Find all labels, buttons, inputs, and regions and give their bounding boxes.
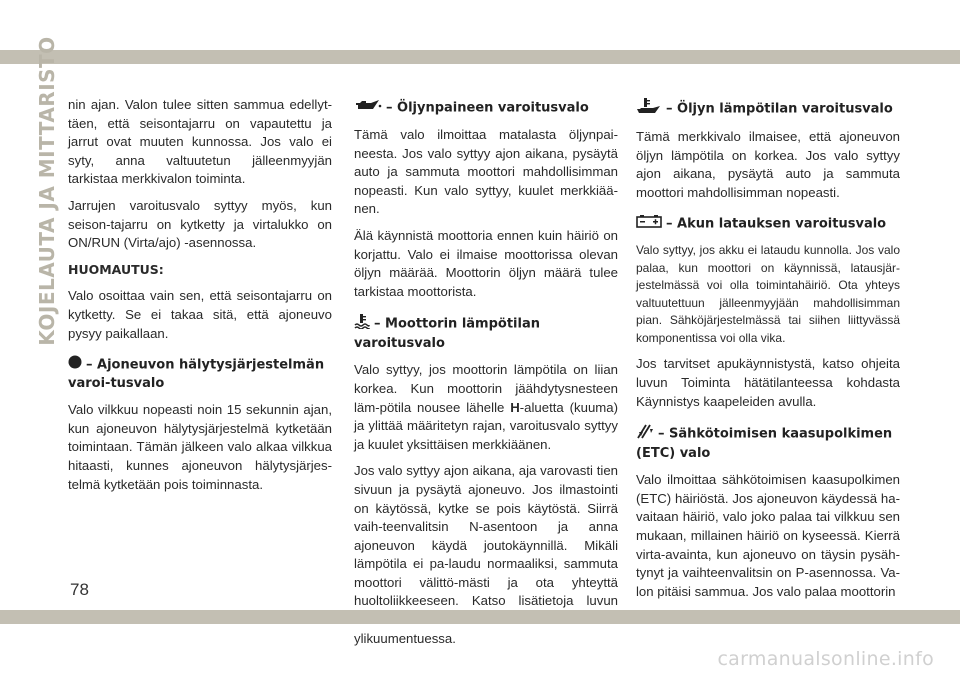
column-3 (636, 96, 900, 609)
oil-can-icon (354, 98, 382, 118)
paragraph (354, 361, 618, 454)
security-alarm-icon (68, 355, 82, 375)
section-heading-oil-temperature (636, 98, 900, 120)
watermark: carmanualsonline.info (717, 648, 934, 670)
paragraph: Jos valo syttyy ajon aikana, aja varovasti tien sivuun ja pysäytä ajoneuvo. Jos ilmastointi on käytössä, kytke se pois käytöstä. Siirrä vaih-teenvalitsin N-asentoon ja anna ajoneuvon käydä joutokäynnillä. Mikäli lämpötila ei pa-laudu normaaliksi, sammuta moottori välittö-mästi ja ota yhteyttä huoltoliikkeeseen. Katso lisätietoja luvun ylikuumentuessa. (354, 463, 618, 646)
heading-text: – Moottorin lämpötilan varoitusvalo (354, 316, 540, 352)
note-text: Valo osoittaa vain sen, että seisontajarru on kytketty. Se ei takaa sitä, että ajoneuvo pysyy paikallaan. (68, 288, 332, 341)
section-heading-engine-temperature (354, 313, 618, 353)
section-heading-oil-pressure (354, 98, 618, 118)
text-part: Valo syttyy, jos moottorin lämpötila on liian korkea. Kun moottorin jäähdytysnesteen läm-pötila nousee lähelle (354, 362, 618, 415)
paragraph: Tämä merkkivalo ilmaisee, että ajoneuvon öljyn lämpötila on korkea. Jos valo syttyy ajon aikana, pysäytä auto ja sammuta moottori mahdollisimman nopeasti. (636, 129, 900, 200)
text-part-bold: H (510, 399, 520, 415)
oil-temperature-icon (636, 98, 662, 120)
chapter-title: KOJELAUTA JA MITTARISTO (35, 36, 59, 346)
header-band (0, 50, 960, 64)
paragraph: Valo vilkkuu nopeasti noin 15 sekunnin ajan, kun ajoneuvon hälytysjärjestelmä kytketään toimintaan. Tämän jälkeen valo alkaa vilkkua hitaasti, kunnes ajoneuvon hälytysjärjes-telmä kytketään pois toiminnasta. (68, 402, 332, 492)
heading-text: – Ajoneuvon hälytysjärjestelmän varoi-tusvalo (68, 357, 325, 392)
paragraph: Jarrujen varoitusvalo syttyy myös, kun seison-tajarru on kytketty ja virtalukko on ON/RUN (Virta/ajo) -asennossa. (68, 197, 332, 251)
section-heading-etc (636, 423, 900, 463)
paragraph: Valo ilmoittaa sähkötoimisen kaasupolkimen (ETC) häiriöstä. Jos ajoneuvon käydessä ha-vaitaan häiriö, valo joko palaa tai vilkkuu sen mukaan, millainen häiriö on kyseessä. Kierrä virta-avainta, kun ajoneuvo on täysin pysäh-tynyt ja vaihteenvalitsin on P-asennossa. Va-lon pitäisi sammua. Jos valo palaa moottorin (636, 472, 900, 599)
chapter-side-tab (35, 36, 59, 346)
section-heading-battery-charge (636, 214, 900, 234)
section-heading-security-alarm (68, 355, 332, 393)
heading-text: – Akun latauksen varoitusvalo (666, 216, 887, 232)
paragraph: Tämä valo ilmoittaa matalasta öljynpai-neesta. Jos valo syttyy ajon aikana, pysäytä auto ja sammuta moottori mahdollisimman nopeasti. Kun valo syttyy, kuulet merkkiää-nen. (354, 127, 618, 217)
battery-icon (636, 214, 662, 234)
paragraph: Jos tarvitset apukäynnistystä, katso ohjeita luvun Toiminta hätätilanteessa kohdasta Käynnistys kaapeleiden avulla. (636, 356, 900, 409)
heading-text: – Sähkötoimisen kaasupolkimen (ETC) valo (636, 426, 893, 462)
throttle-control-icon (636, 423, 654, 445)
heading-text: – Öljynpaineen varoitusvalo (386, 100, 589, 116)
footer-band (0, 610, 960, 624)
heading-text: – Öljyn lämpötilan varoitusvalo (666, 101, 893, 117)
paragraph: Älä käynnistä moottoria ennen kuin häiriö on korjattu. Valo ei ilmaise moottorissa olevan öljyn määrää. Moottorin öljyn määrä tulee tarkistaa moottorista. (354, 227, 618, 299)
header-bar (0, 0, 960, 64)
note-heading: HUOMAUTUS: (68, 261, 164, 277)
coolant-temperature-icon (354, 313, 370, 335)
column-2 (354, 96, 618, 656)
page-number: 78 (70, 580, 89, 599)
paragraph: Valo syttyy, jos akku ei lataudu kunnolla. Jos valo palaa, kun moottori on käynnissä, latausjär-jestelmässä voi olla toimintahäiriö. Ota yhteys valtuutettuun jälleenmyyjään mahdollisimman pian. Sähköjärjestelmässä tai siihen liittyvässä komponentissa voi olla vika. (636, 243, 900, 345)
column-1 (68, 96, 332, 502)
paragraph: nin ajan. Valon tulee sitten sammua edellyt-täen, että seisontajarru on vapautettu ja jarrut ovat muuten kunnossa. Jos valo ei syty, anna valtuutetun jälleenmyyjän tarkistaa merkkivalon toiminta. (68, 97, 332, 187)
text-part: -aluetta (kuuma) ja ylittää määritetyn rajan, varoitusvalo syttyy ja kuulet yksittäisen merkkiäänen. (354, 399, 618, 452)
